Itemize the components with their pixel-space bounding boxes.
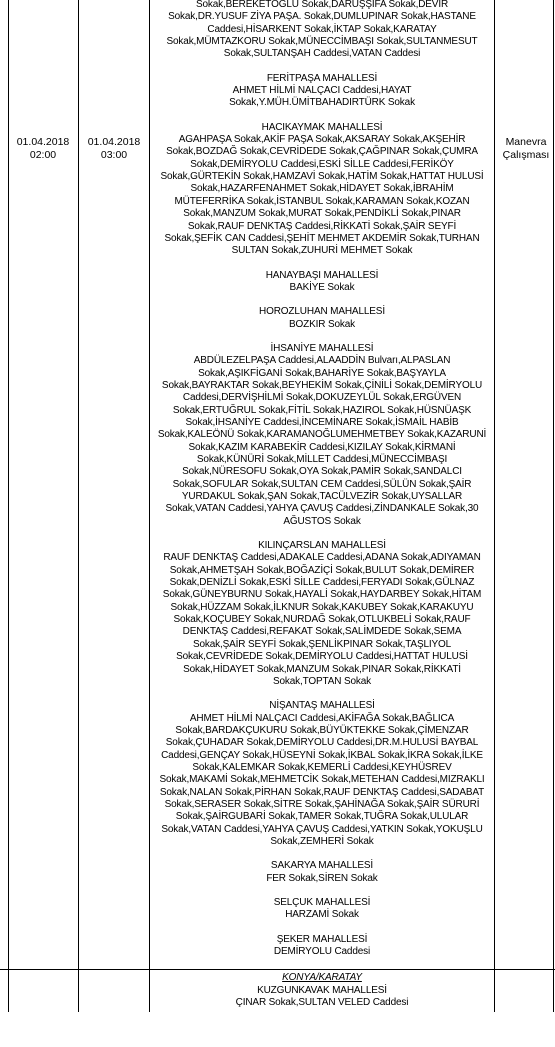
street-line: Caddesi,GENÇAY Sokak,HÜSEYNİ Sokak,İKBAL Sokak,İKRA Sokak,İLKE [161,749,483,761]
street-line: Sokak,BAYRAKTAR Sokak,BEYHEKİM Sokak,ÇİNİLİ Sokak,DEMİRYOLU [161,379,483,391]
street-line: Sokak,MAKAMİ Sokak,MEHMETCİK Sokak,METEHAN Caddesi,MIZRAKLI [159,774,485,786]
street-line: Sokak,HİDAYET Sokak,MANZUM Sokak,PINAR Sokak,RİKKATİ [183,663,461,675]
street-line: FERİTPAŞA MAHALLESİ [266,72,378,84]
street-line: NİŞANTAŞ MAHALLESİ [269,700,375,712]
street-line: Sokak,SERASER Sokak,SİTRE Sokak,ŞAHİNAĞA Sokak,ŞAİR SÜRURİ [164,798,480,810]
street-line: Sokak,KÜNÜRİ Sokak,MİLLET Caddesi,MÜNECCİMBAŞI [196,454,448,465]
street-line: HANAYBAŞI MAHALLESİ [265,269,379,281]
start-datetime-cell [8,136,78,162]
street-line: RAUF DENKTAŞ Caddesi,ADAKALE Caddesi,ADANA Sokak,ADIYAMAN [163,552,481,564]
street-line: Sokak,MÜMTAZKORU Sokak,MÜNECCİMBAŞI Sokak,SULTANMESUT [166,36,478,48]
street-line: Sokak,İHSANİYE Caddesi,İNCEMİNARE Sokak,İSMAİL HABİB [185,416,459,428]
street-line: Sokak,BARDAKÇUKURU Sokak,BÜYÜKTEKKE Sokak,ÇİMENZAR [175,724,469,736]
street-line: KILINÇARSLAN MAHALLESİ [258,540,386,552]
street-line: Sokak,BOZDAĞ Sokak,CEVRİDEDE Sokak,ÇAĞPINAR Sokak,ÇUMRA [166,146,478,158]
street-line: Sokak,KALEÖNÜ Sokak,KARAMANOĞLUMEHMETBEY Sokak,KAZARUNİ [157,429,487,441]
street-line: SAKARYA MAHALLESİ [270,860,374,872]
street-line: Sokak,NÜRESOFU Sokak,OYA Sokak,PAMİR Sokak,SANDALCI [182,466,462,478]
street-line: AHMET HİLMİ NALÇACI Caddesi,AKİFAĞA Sokak,BAĞLICA [189,712,455,724]
street-line: Sokak,ZEMHERİ Sokak [270,835,374,847]
street-line: BAKİYE Sokak [289,281,355,293]
street-line: Sokak,Y.MÜH.ÜMİTBAHADIRTÜRK Sokak [229,97,415,109]
street-line: Sokak,SOFULAR Sokak,SULTAN CEM Caddesi,SÜLÜN Sokak,ŞAİR [172,478,472,490]
neighborhood-block [150,73,494,110]
work-type-cell [497,136,555,162]
street-line: HARZAMİ Sokak [285,909,359,921]
street-line: Sokak,CEVRİDEDE Sokak,DEMİRYOLU Caddesi,HATTAT HULUSİ [176,651,468,663]
street-line: AGAHPAŞA Sokak,AKİF PAŞA Sokak,AKSARAY Sokak,AKŞEHİR [178,134,466,146]
start-date: 01.04.2018 [16,136,70,148]
street-line: AĞUSTOS Sokak [283,515,361,527]
start-time: 02:00 [29,149,57,161]
street-line: Sokak,SULTANŞAH Caddesi,VATAN Caddesi [223,48,421,60]
street-line: DENKTAŞ Caddesi,REFAKAT Sokak,SALİMDEDE Sokak,SEMA [182,626,462,638]
street-line: Sokak,ŞAİR SEYFİ Sokak,ŞENLİKPINAR Sokak,TAŞLIYOL [192,638,452,650]
street-line: Caddesi,HİSARKENT Sokak,İKTAP Sokak,KARATAY [207,23,437,35]
neighborhood-block [150,0,494,61]
street-line: FER Sokak,SİREN Sokak [266,872,378,884]
street-line: ABDÜLEZELPAŞA Caddesi,ALAADDİN Bulvarı,ALPASLAN [193,355,451,367]
neighborhood-block [150,897,494,922]
street-line: Sokak,NALAN Sokak,PİRHAN Sokak,RAUF DENKTAŞ Caddesi,SADABAT [159,786,485,798]
street-line: Sokak,GÜRTEKİN Sokak,HAMZAVİ Sokak,HATİM Sokak,HATTAT HULUSİ [160,171,484,183]
affected-areas-list [150,0,494,970]
street-line: Sokak,HAZARFENAHMET Sokak,HİDAYET Sokak,İBRAHİM [190,183,454,195]
street-line: Sokak,VATAN Caddesi,YAHYA ÇAVUŞ Caddesi,YATKIN Sokak,YOKUŞLU [161,823,483,835]
neighborhood-block [150,306,494,331]
street-line: MÜTEFERRİKA Sokak,İSTANBUL Sokak,KARAMAN Sokak,KOZAN [174,195,470,207]
street-line: Sokak,DR.YUSUF ZİYA PAŞA. Sokak,DUMLUPINAR Sokak,HASTANE [168,11,476,23]
neighborhood-block [150,540,494,688]
street-list: ÇINAR Sokak,SULTAN VELED Caddesi [235,997,409,1008]
street-line: SELÇUK MAHALLESİ [273,897,371,908]
street-line: Sokak,HÜZZAM Sokak,İLKNUR Sokak,KAKUBEY Sokak,KARAKUYU [170,601,474,613]
street-line: SULTAN Sokak,ZUHURİ MEHMET Sokak [231,245,413,257]
end-time: 03:00 [100,149,128,161]
street-line: Sokak,BEREKETOĞLU Sokak,DARÜŞŞİFA Sokak,DEVİR [195,0,449,10]
street-line: Sokak,AŞIKFİGANİ Sokak,BAHARİYE Sokak,BAŞYAYLA [198,367,446,379]
neighborhood-block [150,860,494,885]
street-line: Sokak,RAUF DENKTAŞ Caddesi,RİKKATİ Sokak,ŞAİR SEYFİ [187,220,457,232]
neighborhood-block [150,122,494,258]
street-line: Caddesi,DERVİŞHİLMİ Sokak,DOKUZEYLÜL Sokak,ERGÜVEN [182,392,462,404]
end-datetime-cell [79,136,149,162]
col-divider-4 [494,0,495,1012]
street-line: Sokak,ŞEFİK CAN Caddesi,ŞEHİT MEHMET AKDEMİR Sokak,TURHAN [164,232,480,244]
street-line: HACIKAYMAK MAHALLESİ [261,121,383,133]
street-line: Sokak,DEMİRYOLU Caddesi,ESKİ SİLLE Caddesi,FERİKÖY [190,158,454,170]
end-date: 01.04.2018 [87,136,141,148]
region-name: KONYA/KARATAY [282,972,362,983]
street-line: DEMİRYOLU Caddesi [273,946,371,958]
street-line: Sokak,TOPTAN Sokak [272,675,372,687]
street-line: Sokak,GÜNEYBURNU Sokak,HAYALİ Sokak,HAYDARBEY Sokak,HİTAM [162,589,482,601]
street-line: Sokak,ŞAİRGUBARİ Sokak,TAMER Sokak,TUĞRA Sokak,ULULAR [175,811,469,823]
street-line: Sokak,ERTUĞRUL Sokak,FİTİL Sokak,HAZIROL Sokak,HÜSNÜAŞK [172,404,472,416]
street-line: Sokak,AHMETŞAH Sokak,BOĞAZİÇİ Sokak,BULUT Sokak,DEMİRER [169,564,475,576]
street-line: İHSANİYE MAHALLESİ [270,342,374,354]
neighborhood-block [150,700,494,848]
street-line: Sokak,KOÇUBEY Sokak,NURDAĞ Sokak,OTLUKBELİ Sokak,RAUF [173,614,471,626]
work-type-line2: Çalışması [502,149,550,161]
street-line: Sokak,KALEMKAR Sokak,KEMERLİ Caddesi,KEYHÜSREV [192,761,452,773]
street-line: ŞEKER MAHALLESİ [276,933,368,945]
street-line: Sokak,MANZUM Sokak,MURAT Sokak,PENDİKLİ Sokak,PINAR [183,208,461,220]
street-line: Sokak,VATAN Caddesi,YAHYA ÇAVUŞ Caddesi,ZİNDANKALE Sokak,30 [165,503,479,515]
street-line: AHMET HİLMİ NALÇACI Caddesi,HAYAT [232,85,412,97]
work-type-line1: Manevra [505,136,547,148]
street-line: YURDAKUL Sokak,ŞAN Sokak,TACÜLVEZİR Sokak,UYSALLAR [181,491,463,503]
neighborhood-block [150,934,494,959]
street-line: Sokak,DENİZLİ Sokak,ESKİ SİLLE Caddesi,FERYADI Sokak,GÜLNAZ [169,577,475,589]
street-line: HOROZLUHAN MAHALLESİ [259,306,385,318]
next-row-content [150,972,494,1010]
neighborhood-block [150,270,494,295]
street-line: BOZKIR Sokak [289,318,355,330]
street-line: Sokak,ÇUHADAR Sokak,DEMİRYOLU Caddesi,DR.M.HULUSİ BAYBAL [165,737,479,749]
street-line: Sokak,KAZIM KARABEKİR Caddesi,KIZILAY Sokak,KİRMANİ [188,441,456,453]
neighborhood-name: KUZGUNKAVAK MAHALLESİ [257,984,387,996]
neighborhood-block [150,343,494,528]
